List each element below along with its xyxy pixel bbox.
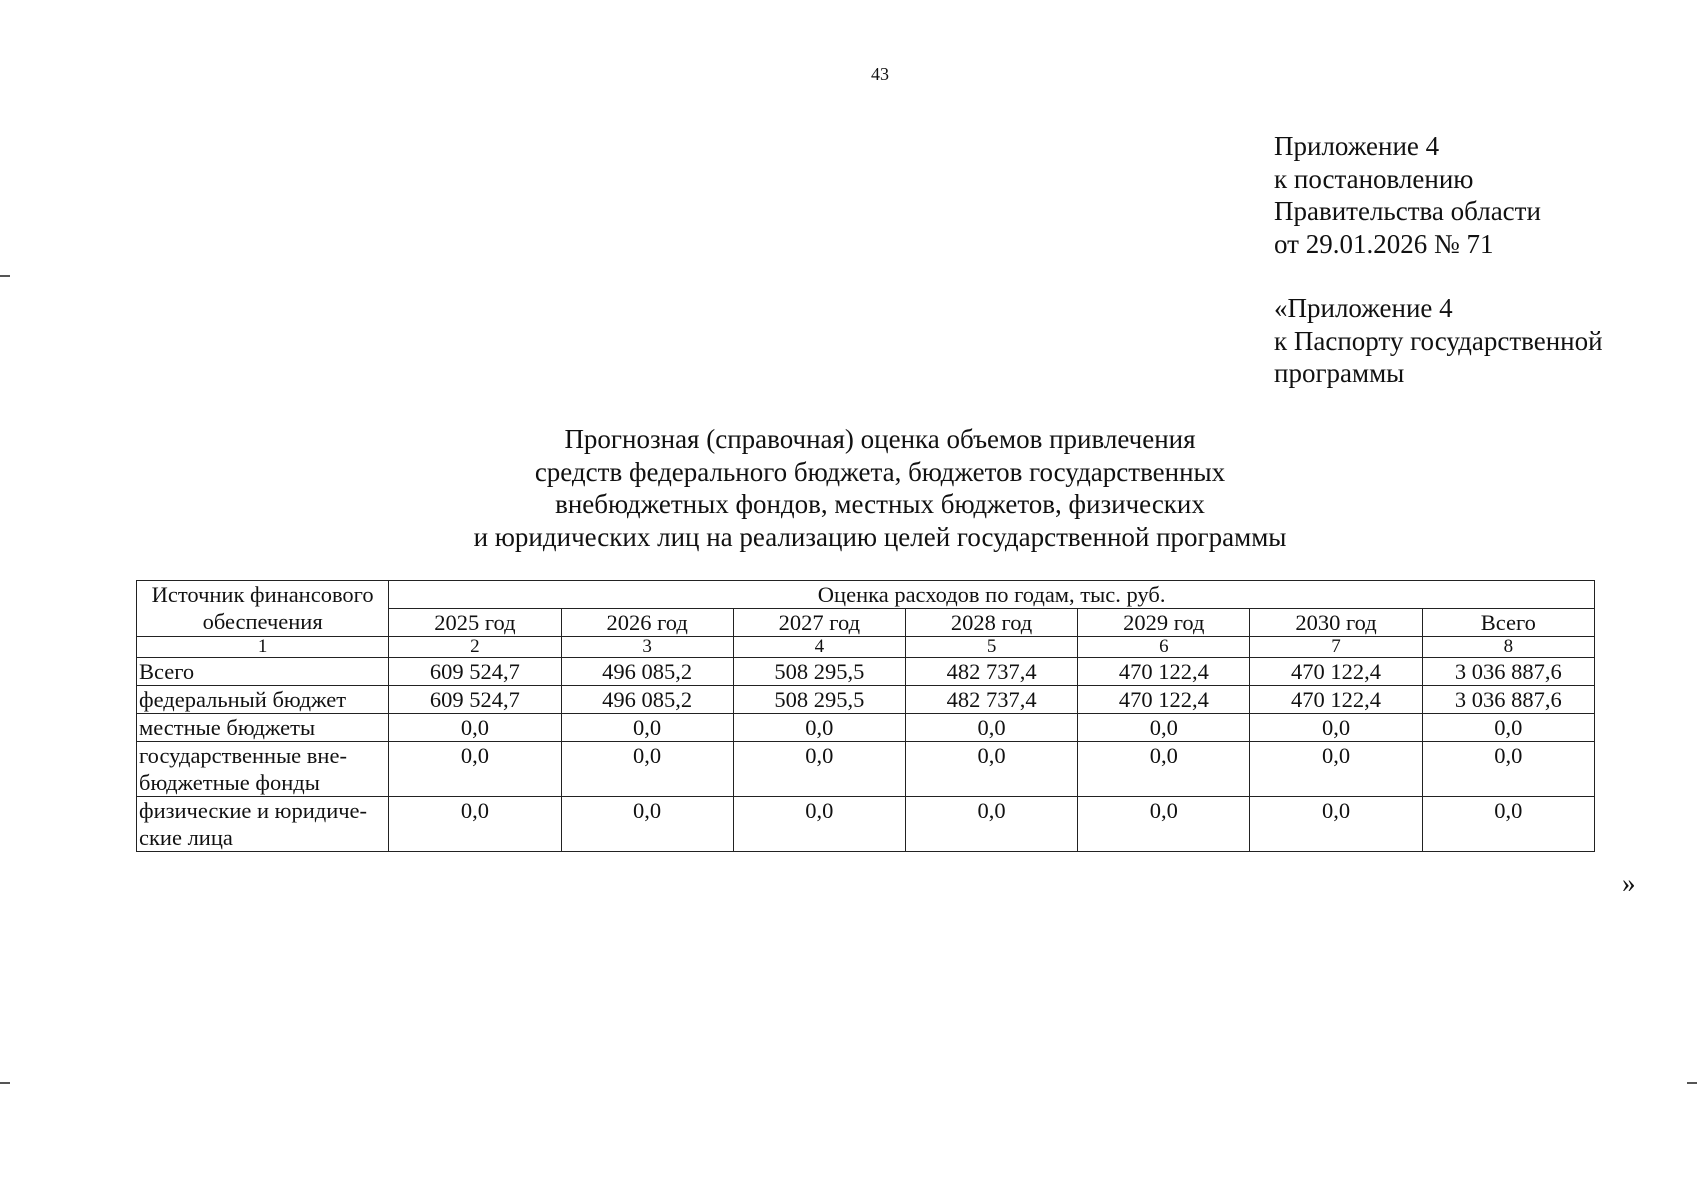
year-header: 2030 год bbox=[1250, 609, 1422, 637]
appendix-line: Приложение 4 bbox=[1274, 131, 1440, 161]
title-line: Прогнозная (справочная) оценка объемов привлечения bbox=[564, 424, 1196, 454]
column-number: 1 bbox=[137, 637, 389, 658]
year-header: 2028 год bbox=[905, 609, 1077, 637]
quoted-appendix-line: «Приложение 4 bbox=[1274, 293, 1453, 323]
appendix-line: к постановлению bbox=[1274, 163, 1474, 194]
page-number: 43 bbox=[871, 64, 889, 84]
table-cell: 508 295,5 bbox=[733, 686, 905, 714]
table-row-federal-budget bbox=[137, 686, 1595, 714]
total-header: Всего bbox=[1422, 609, 1594, 637]
scan-margin-mark bbox=[1687, 1082, 1697, 1084]
scan-margin-mark bbox=[0, 1082, 10, 1084]
column-number: 7 bbox=[1250, 637, 1422, 658]
column-number: 4 bbox=[733, 637, 905, 658]
table-cell: 0,0 bbox=[733, 797, 905, 852]
estimate-header: Оценка расходов по годам, тыс. руб. bbox=[389, 581, 1595, 609]
appendix-block bbox=[1274, 130, 1603, 390]
table-cell: 0,0 bbox=[1078, 742, 1250, 797]
table-cell: 0,0 bbox=[389, 742, 561, 797]
column-number-row bbox=[137, 637, 1595, 658]
row-label: местные бюджеты bbox=[137, 714, 389, 742]
title-line: внебюджетных фондов, местных бюджетов, физических bbox=[555, 489, 1205, 519]
title-line: средств федерального бюджета, бюджетов государственных bbox=[534, 456, 1226, 487]
table-cell: 482 737,4 bbox=[905, 686, 1077, 714]
year-header: 2025 год bbox=[389, 609, 561, 637]
table-cell: 0,0 bbox=[1422, 742, 1594, 797]
table-cell: 470 122,4 bbox=[1250, 658, 1422, 686]
table-row-extrabudgetary-funds bbox=[137, 742, 1595, 797]
table-cell: 0,0 bbox=[1250, 797, 1422, 852]
table-cell: 609 524,7 bbox=[389, 658, 561, 686]
row-label: Всего bbox=[137, 658, 389, 686]
scan-margin-mark bbox=[0, 275, 10, 277]
year-header: 2026 год bbox=[561, 609, 733, 637]
table-cell: 0,0 bbox=[561, 714, 733, 742]
quoted-appendix-line: программы bbox=[1274, 358, 1405, 388]
closing-quote: » bbox=[1622, 868, 1636, 898]
table-cell: 0,0 bbox=[1078, 797, 1250, 852]
table-cell: 470 122,4 bbox=[1078, 686, 1250, 714]
table-cell: 0,0 bbox=[905, 742, 1077, 797]
table-cell: 0,0 bbox=[561, 797, 733, 852]
column-number: 5 bbox=[905, 637, 1077, 658]
source-header: Источник финансового обеспечения bbox=[137, 581, 389, 637]
financing-table bbox=[136, 580, 1595, 852]
table-cell: 3 036 887,6 bbox=[1422, 658, 1594, 686]
table-cell: 496 085,2 bbox=[561, 658, 733, 686]
column-number: 6 bbox=[1078, 637, 1250, 658]
title-line: и юридических лиц на реализацию целей государственной программы bbox=[473, 521, 1287, 552]
table-cell: 0,0 bbox=[561, 742, 733, 797]
table-cell: 0,0 bbox=[1250, 742, 1422, 797]
column-number: 8 bbox=[1422, 637, 1594, 658]
row-label: федеральный бюджет bbox=[137, 686, 389, 714]
table-row-local-budgets bbox=[137, 714, 1595, 742]
table-cell: 508 295,5 bbox=[733, 658, 905, 686]
table-cell: 0,0 bbox=[1250, 714, 1422, 742]
table-cell: 0,0 bbox=[733, 742, 905, 797]
year-header: 2027 год bbox=[733, 609, 905, 637]
row-label: государственные вне-бюджетные фонды bbox=[137, 742, 389, 797]
appendix-line: от 29.01.2026 № 71 bbox=[1274, 228, 1494, 259]
table-cell: 0,0 bbox=[1422, 714, 1594, 742]
table-cell: 0,0 bbox=[1422, 797, 1594, 852]
table-cell: 0,0 bbox=[905, 714, 1077, 742]
table-cell: 609 524,7 bbox=[389, 686, 561, 714]
table-cell: 0,0 bbox=[905, 797, 1077, 852]
table-row-individuals-legal-entities bbox=[137, 797, 1595, 852]
quoted-appendix-line: к Паспорту государственной bbox=[1274, 325, 1603, 356]
table-cell: 482 737,4 bbox=[905, 658, 1077, 686]
table-cell: 0,0 bbox=[389, 797, 561, 852]
table-cell: 0,0 bbox=[389, 714, 561, 742]
table-row-total bbox=[137, 658, 1595, 686]
column-number: 3 bbox=[561, 637, 733, 658]
appendix-line: Правительства области bbox=[1274, 196, 1541, 226]
table-cell: 3 036 887,6 bbox=[1422, 686, 1594, 714]
document-title bbox=[0, 423, 1697, 553]
table-cell: 470 122,4 bbox=[1250, 686, 1422, 714]
table-cell: 496 085,2 bbox=[561, 686, 733, 714]
column-number: 2 bbox=[389, 637, 561, 658]
year-header: 2029 год bbox=[1078, 609, 1250, 637]
table-cell: 0,0 bbox=[1078, 714, 1250, 742]
table-cell: 0,0 bbox=[733, 714, 905, 742]
row-label: физические и юридиче-ские лица bbox=[137, 797, 389, 852]
table-cell: 470 122,4 bbox=[1078, 658, 1250, 686]
